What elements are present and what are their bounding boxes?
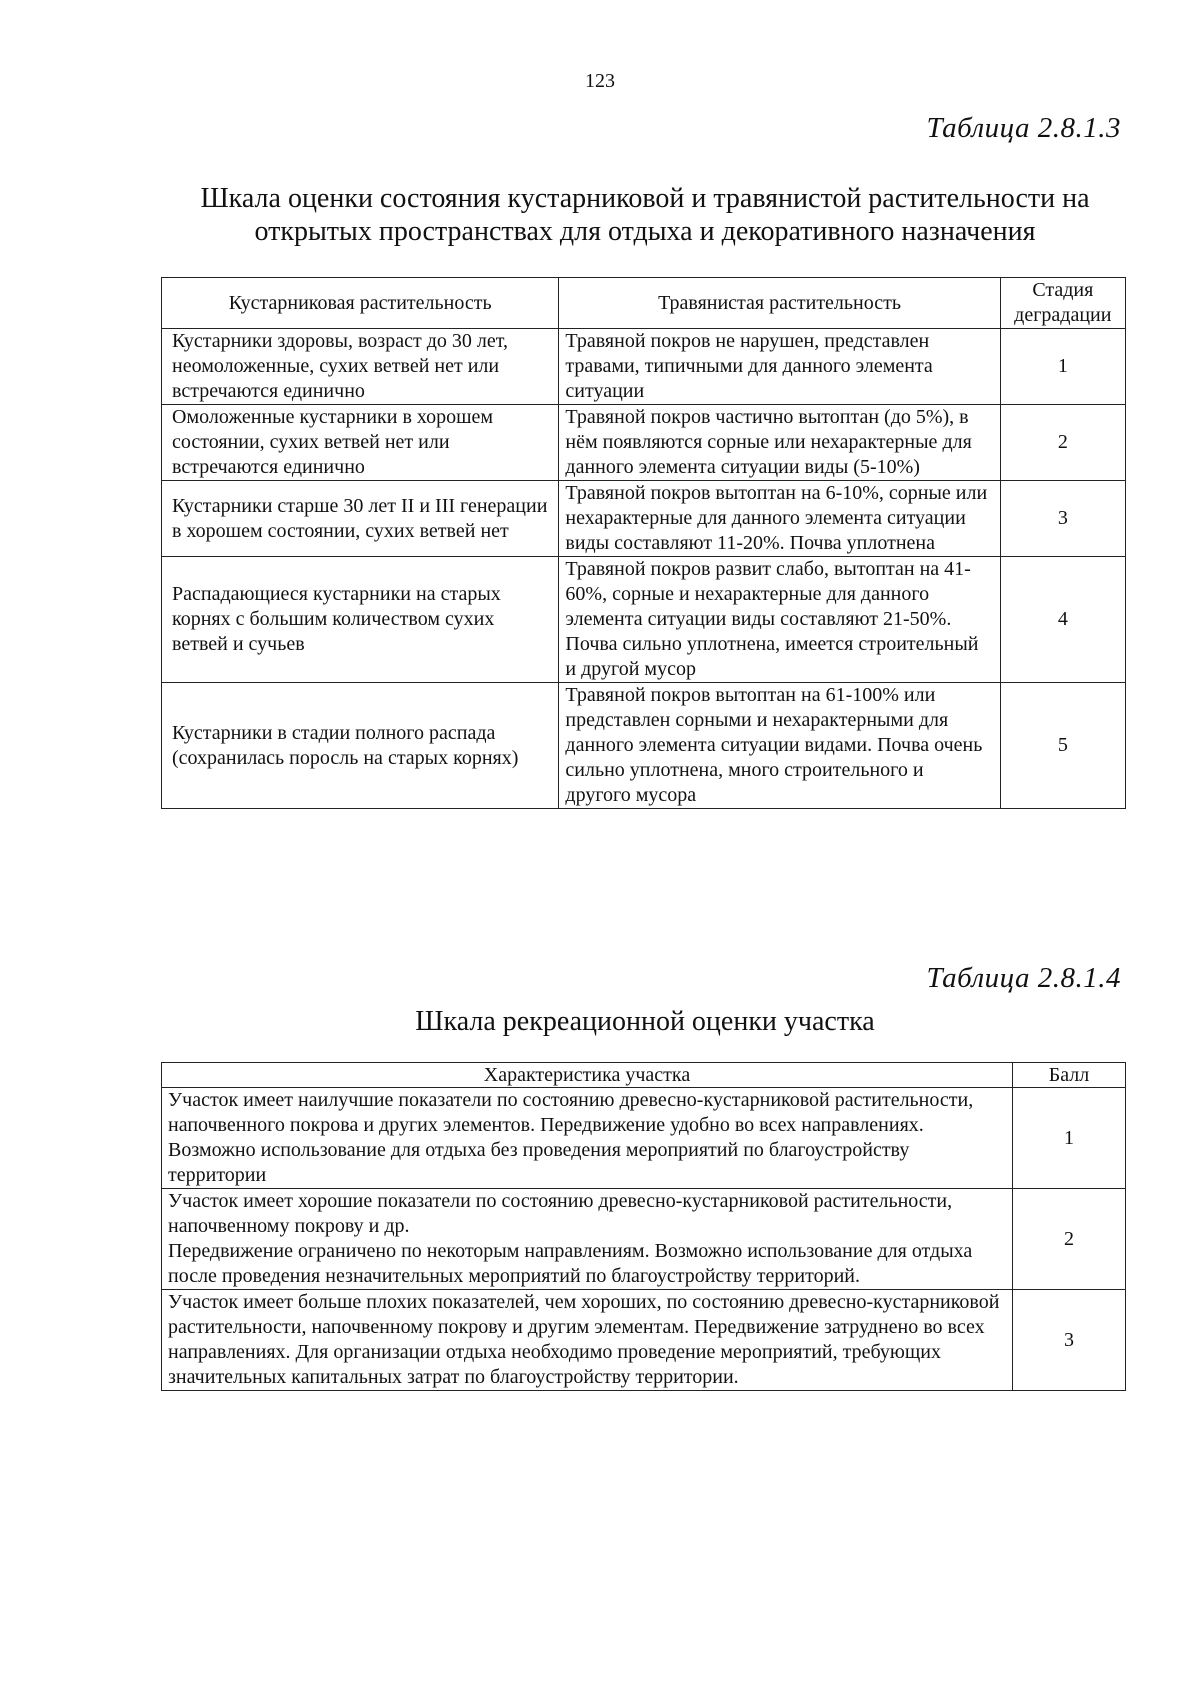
grass-cell: Травяной покров развит слабо, вытоптан на 41-60%, сорные и нехарактерные для данного элемента ситуации виды составляют 21-50%. Почва сильно уплотнена, имеется строительный и другой мусор [559, 557, 1000, 683]
stage-cell: 2 [1000, 405, 1125, 481]
grass-cell: Травяной покров вытоптан на 61-100% или представлен сорными и нехарактерными для данного элемента ситуации видами. Почва очень сильно уплотнена, много строительного и другого мусора [559, 683, 1000, 809]
grass-cell: Травяной покров частично вытоптан (до 5%), в нём появляются сорные или нехарактерные для данного элемента ситуации виды (5-10%) [559, 405, 1000, 481]
shrub-cell: Кустарники в стадии полного распада (сохранилась поросль на старых корнях) [162, 683, 559, 809]
table-row [162, 329, 1126, 405]
column-header-characteristic: Характеристика участка [162, 1063, 1013, 1088]
table-label: Таблица 2.8.1.4 [926, 962, 1121, 994]
stage-cell: 4 [1000, 557, 1125, 683]
shrub-cell: Кустарники здоровы, возраст до 30 лет, неомоложенные, сухих ветвей нет или встречаются единично [162, 329, 559, 405]
table-title: Шкала рекреационной оценки участка [415, 1006, 875, 1037]
table-header-row [162, 278, 1126, 329]
characteristic-cell: Участок имеет больше плохих показателей, чем хороших, по состоянию древесно-кустарниковой растительности, напочвенному покрову и другим элементам. Передвижение затруднено во всех направлениях. Для организации отдыха необходимо проведение мероприятий, требующих значительных капитальных затрат по благоустройству территории. [162, 1290, 1013, 1391]
characteristic-cell: Участок имеет хорошие показатели по состоянию древесно-кустарниковой растительности, напочвенному покрову и др. Передвижение ограничено по некоторым направлениям. Возможно использование для отдыха после проведения незначительных мероприятий по благоустройству территорий. [162, 1189, 1013, 1290]
stage-cell: 5 [1000, 683, 1125, 809]
table-row [162, 683, 1126, 809]
recreational-assessment-table [161, 1062, 1126, 1391]
table-title-line: открытых пространствах для отдыха и декоративного назначения [254, 216, 1036, 247]
characteristic-cell: Участок имеет наилучшие показатели по состоянию древесно-кустарниковой растительности, напочвенного покрова и других элементов. Передвижение удобно во всех направлениях. Возможно использование для отдыха без проведения мероприятий по благоустройству территории [162, 1088, 1013, 1189]
table-row [162, 1088, 1126, 1189]
score-cell: 1 [1013, 1088, 1126, 1189]
table-label: Таблица 2.8.1.3 [926, 112, 1121, 144]
table-title-line: Шкала оценки состояния кустарниковой и травянистой растительности на [200, 183, 1090, 214]
score-cell: 3 [1013, 1290, 1126, 1391]
shrub-cell: Омоложенные кустарники в хорошем состоянии, сухих ветвей нет или встречаются единично [162, 405, 559, 481]
stage-cell: 3 [1000, 481, 1125, 557]
table-header-row [162, 1063, 1126, 1088]
grass-cell: Травяной покров не нарушен, представлен травами, типичными для данного элемента ситуации [559, 329, 1000, 405]
shrub-cell: Распадающиеся кустарники на старых корнях с большим количеством сухих ветвей и сучьев [162, 557, 559, 683]
column-header-grass: Травянистая растительность [559, 278, 1000, 329]
column-header-score: Балл [1013, 1063, 1126, 1088]
shrub-grass-degradation-table [161, 277, 1126, 809]
grass-cell: Травяной покров вытоптан на 6-10%, сорные или нехарактерные для данного элемента ситуации виды составляют 11-20%. Почва уплотнена [559, 481, 1000, 557]
table-row [162, 481, 1126, 557]
table-title [150, 182, 1140, 248]
stage-cell: 1 [1000, 329, 1125, 405]
score-cell: 2 [1013, 1189, 1126, 1290]
table-row [162, 1290, 1126, 1391]
table-row [162, 405, 1126, 481]
column-header-stage: Стадия деградации [1000, 278, 1125, 329]
shrub-cell: Кустарники старше 30 лет II и III генерации в хорошем состоянии, сухих ветвей нет [162, 481, 559, 557]
column-header-shrub: Кустарниковая растительность [162, 278, 559, 329]
table-row [162, 1189, 1126, 1290]
page-number: 123 [585, 70, 615, 92]
table-row [162, 557, 1126, 683]
